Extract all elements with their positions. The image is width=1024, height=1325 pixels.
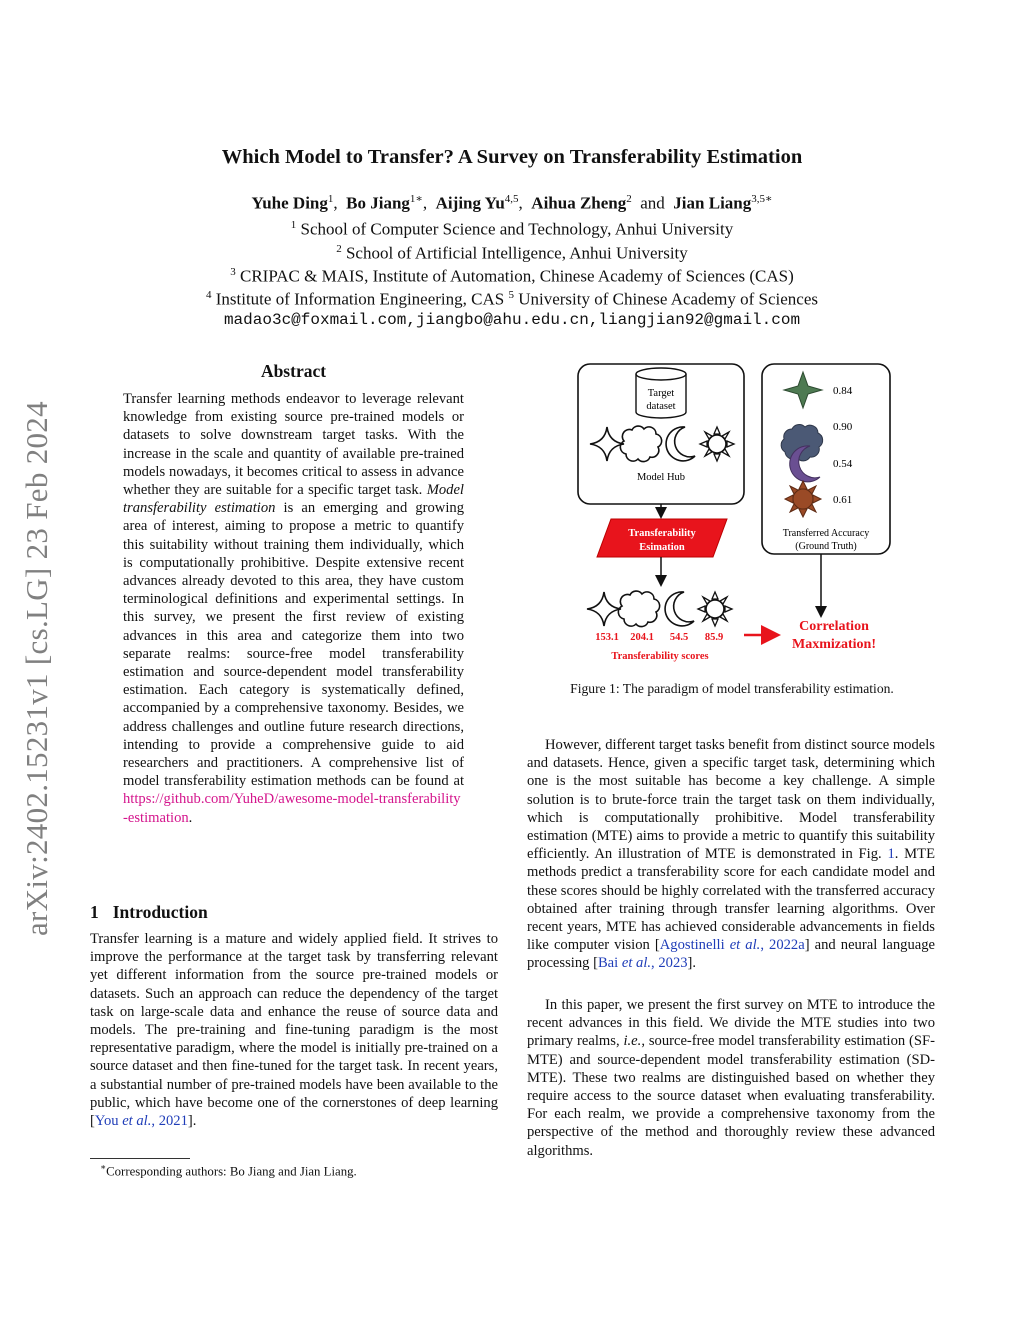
accuracy-value: 0.54	[833, 458, 853, 470]
affiliation-sup: 2	[336, 243, 342, 255]
target-dataset-label: dataset	[646, 401, 676, 412]
affiliation-sup: 5	[508, 289, 514, 301]
affiliation-text: School of Artificial Intelligence, Anhui University	[345, 243, 688, 263]
accuracy-value: 0.90	[833, 421, 853, 433]
star-icon	[784, 372, 822, 408]
affiliation	[0, 289, 1024, 310]
affiliation-sup: 1	[290, 219, 297, 231]
star-icon	[587, 592, 621, 626]
footnote-rule	[90, 1158, 190, 1159]
footnote	[100, 1162, 357, 1179]
moon-icon	[666, 427, 695, 461]
body-text: However, different target tasks benefit from distinct source models and datasets. Hence, given a specific target task, determining which one is the most suitable has become a key challenge. A simple solution is to brute-force train the target task on them individually, which is computationally prohibitive. Model transferability estimation (MTE) aims to provide a metric to quantify this suitability efficiently. An illustration of MTE is demonstrated in Fig.	[527, 737, 935, 863]
body-text: ] and neural language processing [	[527, 937, 935, 972]
author-name: Yuhe Ding	[251, 193, 328, 213]
author-separator: ,	[333, 193, 338, 213]
cite-year: , 2022a	[760, 937, 805, 954]
cloud-icon	[620, 426, 661, 462]
author-sup: 1	[327, 193, 334, 205]
cloud-icon	[618, 591, 659, 627]
author-name: Bo Jiang	[346, 193, 410, 213]
author-separator: ,	[518, 193, 523, 213]
transferability-score: 153.1	[595, 632, 619, 643]
model-hub-label: Model Hub	[636, 472, 686, 483]
affiliation-text: University of Chinese Academy of Sciences	[518, 289, 819, 309]
author-sup: 4,5	[504, 193, 519, 205]
introduction-body	[90, 930, 498, 1130]
body-text: . MTE methods predict a transferability score for each candidate model and these scores should be highly correlated with the transferred accuracy obtained after training through transfer learning algorithms. Over recent years, MTE has achieved considerable advancements in fields like computer vision [	[527, 846, 935, 954]
accuracy-label: (Ground Truth)	[795, 541, 857, 552]
author-name: Aijing Yu	[435, 193, 505, 213]
cite-author: You	[94, 1113, 123, 1130]
abstract-text: is an emerging and growing area of interest, aiming to propose a metric to quantify this suitability without training them individually, which is computationally prohibitive. Despite extensive recent advances already devoted to this area, they have custom terminological definitions and experimental settings. In this survey, we present the first review of existing advances in this area and categorize them into two separate realms: source-free model transferability estimation and source-dependent model transferability estimation. Each category is systematically defined, accompanied by a comprehensive taxonomy. Besides, we address challenges and outline future research directions, intending to provide a comprehensive guide to aid researchers and practitioners. A comprehensive list of model transferability estimation methods can be found at	[123, 500, 464, 790]
paper-title: Which Model to Transfer? A Survey on Transferability Estimation	[221, 146, 803, 168]
repository-link[interactable]: https://github.com/YuheD/awesome-model-transferability-estimation	[123, 791, 461, 826]
author-name: Jian Liang	[673, 193, 752, 213]
moon-icon	[665, 592, 694, 626]
transferability-score: 85.9	[704, 632, 724, 643]
cite-etal: et al.	[122, 1113, 152, 1130]
accuracy-label: Transferred Accuracy	[782, 528, 870, 539]
author-list	[0, 192, 1024, 214]
correlation-label: Maxmization!	[792, 637, 876, 652]
abstract-body	[123, 390, 464, 827]
abstract-emphasis: Model transferability estimation	[123, 482, 464, 517]
scores-label: Transferability scores	[611, 651, 709, 662]
cloud-icon	[781, 425, 823, 461]
citation-link[interactable]	[660, 937, 805, 953]
sun-icon	[698, 592, 732, 626]
affiliation	[0, 266, 1024, 287]
cite-year: , 2021	[151, 1113, 188, 1130]
body-text: ].	[687, 955, 697, 972]
author-sup: 3,5∗	[751, 193, 773, 205]
cite-etal: et al.	[729, 937, 761, 954]
transferability-score: 54.5	[669, 632, 689, 643]
affiliation-text: School of Computer Science and Technology, Anhui University	[300, 219, 734, 239]
correlation-label: Correlation	[799, 619, 869, 634]
cite-author: Bai	[597, 955, 622, 972]
transferability-score: 204.1	[630, 632, 654, 643]
author-and: and	[640, 193, 665, 213]
figure-ref-link[interactable]: 1	[887, 846, 895, 863]
citation-link[interactable]	[598, 955, 688, 971]
footnote-mark: ∗	[100, 1162, 107, 1172]
author-emails: madao3c@foxmail.com,jiangbo@ahu.edu.cn,liangjian92@gmail.com	[223, 311, 801, 329]
author-sup: 2	[626, 193, 632, 205]
author-separator: ,	[422, 193, 428, 213]
affiliation-sup: 4	[205, 289, 212, 301]
right-column-paragraph-2	[527, 996, 935, 1160]
arxiv-identifier: arXiv:2402.15231v1 [cs.LG] 23 Feb 2024	[19, 401, 54, 936]
right-column-paragraph-1	[527, 736, 935, 973]
estimation-label: Esimation	[639, 542, 685, 553]
star-icon	[590, 427, 624, 461]
body-emphasis: i.e.	[623, 1033, 642, 1050]
sun-icon	[700, 427, 734, 461]
section-number: 1	[90, 902, 99, 922]
abstract-heading: Abstract	[260, 361, 327, 381]
sun-icon	[785, 481, 821, 517]
figure-caption: Figure 1: The paradigm of model transferability estimation.	[570, 681, 894, 696]
footnote-text: Corresponding authors: Bo Jiang and Jian Liang.	[106, 1164, 357, 1179]
intro-end: ].	[187, 1113, 197, 1130]
cite-etal: et al.	[621, 955, 652, 972]
accuracy-value: 0.84	[833, 385, 853, 397]
affiliation	[0, 219, 1024, 240]
affiliation-sup: 3	[230, 266, 236, 278]
citation-link[interactable]	[95, 1113, 188, 1129]
author-name: Aihua Zheng	[531, 193, 627, 213]
affiliation	[0, 243, 1024, 264]
cite-year: , 2023	[651, 955, 688, 972]
cite-author: Agostinelli	[659, 937, 730, 954]
abstract-text: Transfer learning methods endeavor to leverage relevant knowledge from existing source pre-trained models or datasets to solve downstream target tasks. With the increase in the scale and quantity of available pre-trained models nowadays, it becomes critical to assess in advance whether they are suitable for a specific target task.	[123, 391, 464, 499]
accuracy-box	[762, 364, 890, 554]
abstract-end: .	[188, 809, 193, 826]
affiliation-text: CRIPAC & MAIS, Institute of Automation, Chinese Academy of Sciences (CAS)	[240, 266, 794, 286]
body-text: In this paper, we present the first survey on MTE to introduce the recent advances in this field. We divide the MTE studies into two primary realms,	[527, 997, 935, 1050]
body-text: , source-free model transferability estimation (SF-MTE) and source-dependent model transferability estimation (SD-MTE). These two realms are distinguished based on whether they require access to the source dataset when evaluating transferability. For each realm, we provide a comprehensive taxonomy from the perspective of the method and thoroughly review these advanced algorithms.	[527, 1033, 935, 1159]
section-title: Introduction	[112, 902, 208, 922]
target-dataset-label: Target	[647, 388, 675, 399]
intro-text: Transfer learning is a mature and widely applied field. It strives to improve the performance at the target task by transferring relevant yet different information from the source pre-trained models or datasets. Such an approach can reduce the dependency of the target task on large-scale data and enhance the reuse of source data and models. The pre-training and fine-tuning paradigm is the most representative paradigm, where the model is initially pre-trained on a source dataset and then fine-tuned for the target task. In recent years, a substantial number of pre-trained models have been available to the public, which have become one of the cornerstones of deep learning [	[90, 931, 498, 1130]
figure-1-diagram	[574, 358, 894, 668]
section-heading-introduction	[90, 902, 222, 923]
affiliation-text: Institute of Information Engineering, CAS	[215, 289, 505, 309]
accuracy-value: 0.61	[833, 494, 853, 506]
estimation-label: Transferability	[628, 528, 696, 539]
author-sup: 1∗	[409, 193, 423, 205]
